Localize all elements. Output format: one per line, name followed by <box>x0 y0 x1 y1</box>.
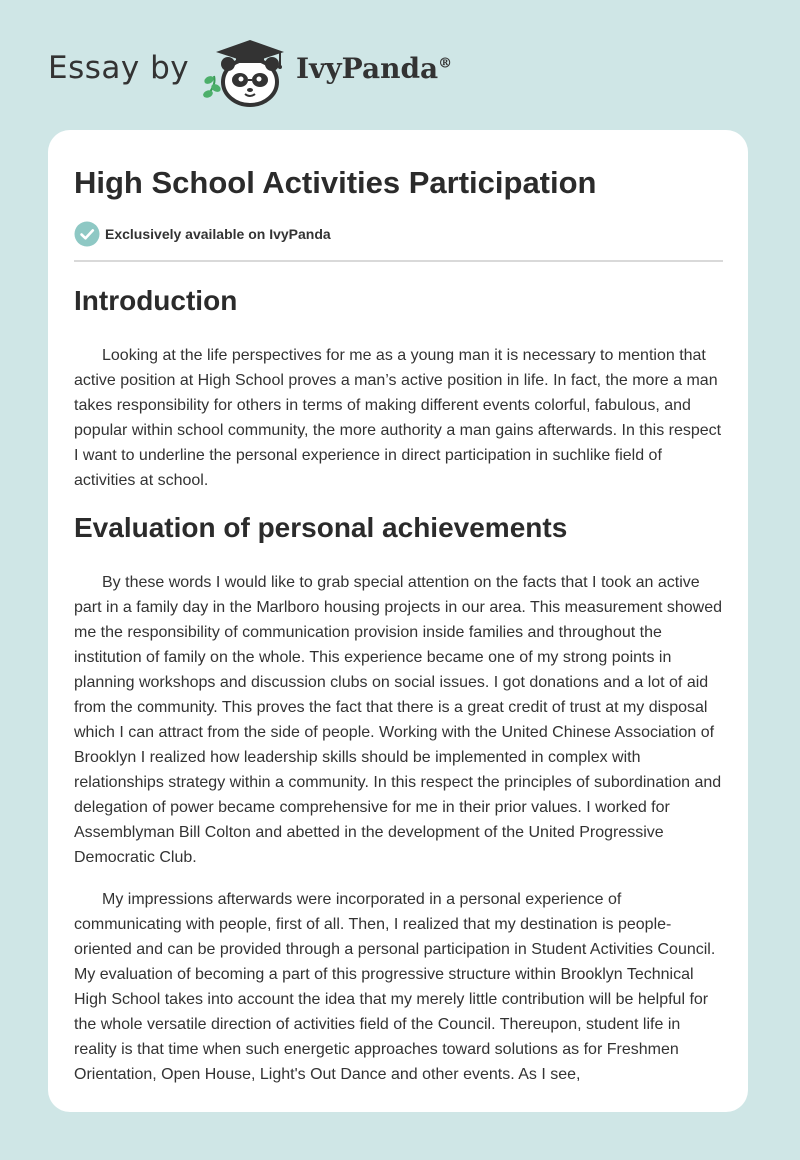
brand-name[interactable] <box>296 52 452 85</box>
exclusive-badge <box>74 221 331 247</box>
section-heading-introduction: Introduction <box>74 285 238 316</box>
site-header <box>0 0 800 130</box>
brand-prefix: Essay by <box>48 50 190 86</box>
divider <box>74 260 723 262</box>
essay-card <box>48 130 748 1112</box>
section-heading-evaluation: Evaluation of personal achievements <box>74 512 568 543</box>
check-circle-icon <box>74 221 100 247</box>
brand-name-text[interactable]: IvyPanda <box>296 52 439 85</box>
paragraph: By these words I would like to grab special attention on the facts that I took an active part in a family day in the Marlboro housing projects in our area. This measurement showed me the responsibility of communication provision inside families and throughout the institution of family on the whole. This experience became one of my strong points in planning workshops and discussion clubs on social issues. I got donations and a lot of aid from the community. This proves the fact that there is a great credit of trust at my disposal which I can attract from the side of people. Working with the United Chinese Association of Brooklyn I realized how leadership skills should be implemented in complex with relationships strategy within a community. In this respect the principles of subordination and delegation of power became comprehensive for me in their prior values. I worked for Assemblyman Bill Colton and abetted in the development of the United Progressive Democratic Club. <box>74 574 723 866</box>
paragraph: Looking at the life perspectives for me as a young man it is necessary to mention that active position at High School proves a man’s active position in life. In fact, the more a man takes responsibility for others in terms of making different events colorful, fabulous, and popular within school community, the more authority a man gains afterwards. In this respect I want to underline the personal experience in direct participation in suchlike field of activities at school. <box>74 347 722 489</box>
exclusive-badge-label: Exclusively available on IvyPanda <box>105 226 331 242</box>
paragraph: My impressions afterwards were incorporated in a personal experience of communicating with people, first of all. Then, I realized that my destination is people-oriented and can be provided through a personal participation in Student Activities Council. My evaluation of becoming a part of this progressive structure within Brooklyn Technical High School takes into account the idea that my merely little contribution will be helpful for the whole versatile direction of activities field of the Council. Thereupon, student life in reality is that time when such energetic approaches toward solutions as for Freshmen Orientation, Open House, Light's Out Dance and other events. As I see, <box>74 891 716 1083</box>
ivypanda-logo-icon[interactable] <box>200 36 292 110</box>
page-title: High School Activities Participation <box>74 165 597 200</box>
registered-mark: ® <box>438 55 453 72</box>
